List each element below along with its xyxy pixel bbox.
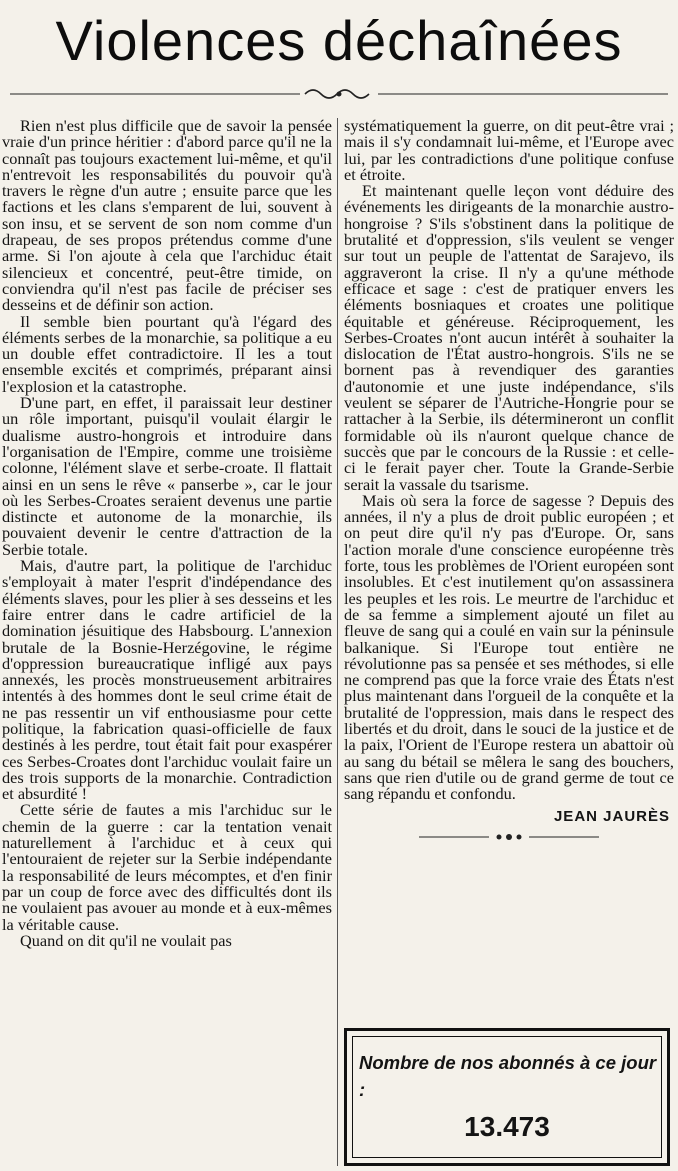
paragraph: Rien n'est plus difficile que de savoir la pensée vraie d'un prince héritier : d'abord parce qu'il ne la connaît pas toujours exactement lui-même, et qu'il n'entrevoit les responsabilités du pouvoir qu'à travers le règne d'un autre ; ensuite parce que les factions et les clans s'emparent de lui, souvent à son insu, et se servent de son nom comme d'un drapeau, de ses propos prétendus comme d'une arme. Si l'on ajoute à cela que l'archiduc était silencieux et concentré, peut-être timide, on conviendra qu'il n'est pas facile de préciser ses desseins et de définir son action. (2, 116, 332, 315)
paragraph: Et maintenant quelle leçon vont déduire des événements les dirigeants de la monarchie austro-hongroise ? S'ils s'obstinent dans la politique de brutalité et d'oppression, s'ils veulent se venger sur tout un peuple de l'attentat de Sarajevo, ils aggraveront la crise. Il n'y a qu'une méthode efficace et sage : c'est de pratiquer envers les éléments bosniaques et croates une politique équitable et généreuse. Réciproquement, les Serbes-Croates n'ont aucun intérêt à souhaiter la dislocation de l'État austro-hongrois. S'ils ne se bornent pas à revendiquer des garanties d'autonomie et une juste indépendance, s'ils veulent se séparer de l'Autriche-Hongrie pour se rattacher à la Serbie, ils détermineront un conflit formidable où ils n'auront quelque chance de succès que par le concours de la Russie : et celle-ci le ferait payer cher. Toute la Grande-Serbie serait la vassale du tsarisme. (344, 181, 674, 494)
paragraph: Mais où sera la force de sagesse ? Depuis des années, il n'y a plus de droit public européen ; et on peut dire qu'il n'y pas d'Europe. Or, sans l'action morale d'une conscience européenne très forte, tous les problèmes de l'Orient européen sont insolubles. Et c'est inutilement qu'on assassinera les peuples et les rois. Le meurtre de l'archiduc et de sa femme a simplement ajouté un filet au fleuve de sang qui a coulé en vain sur la péninsule balkanique. Si l'Europe tout entière ne révolutionne pas sa pensée et ses méthodes, si elle ne comprend pas que la force vraie des États n'est plus maintenant dans l'orgueil de la conquête et la brutalité de l'oppression, mais dans le respect des libertés et du droit, dans le souci de la justice et de la paix, l'Orient de l'Europe restera un abattoir où au sang du bétail se mêlera le sang des bouchers, sans que rien d'utile ou de grand germe de tout ce sang répandu et confondu. (344, 490, 674, 804)
paragraph: Il semble bien pourtant qu'à l'égard des éléments serbes de la monarchie, sa politique a eu un double effet contradictoire. Il les a tout ensemble excités et comprimés, préparant ainsi l'explosion et la catastrophe. (2, 311, 332, 396)
subscribers-label: Nombre de nos abonnés à ce jour : (359, 1052, 657, 1100)
signature-ornament (419, 831, 599, 843)
article-column-left (2, 118, 332, 949)
paragraph: Quand on dit qu'il ne voulait pas (20, 930, 232, 950)
paragraph: Mais, d'autre part, la politique de l'archiduc s'employait à mater l'esprit d'indépendance des éléments slaves, pour les plier à ses desseins et les faire entrer dans le cadre artificiel de la domination jésuitique des Habsbourg. L'annexion brutale de la Bosnie-Herzégovine, le régime d'oppression bureaucratique infligé aux pays annexés, les procès monstrueusement arbitraires intentés à des hommes dont le seul crime était de ne pas ressentir un vif enthousiasme pour cette politique, la fabrication quasi-officielle de faux destinés à les perdre, tout était fait pour exaspérer ces Serbes-Croates dont l'archiduc voulait faire un des trois supports de la monarchie. Contradiction et absurdité ! (2, 556, 332, 804)
headline: Violences déchaînées (55, 9, 623, 72)
column-divider (337, 118, 338, 1166)
paragraph: Cette série de fautes a mis l'archiduc sur le chemin de la guerre : car la tentation venait naturellement à l'archiduc et à ceux qui l'entouraient de rejeter sur la Serbie indépendante la responsabilité de leurs mécomptes, et d'en finir par un coup de force avec des difficultés dont ils ne voulaient pas avouer au monde et à eux-mêmes la véritable cause. (2, 800, 332, 934)
subscribers-box (344, 1028, 670, 1166)
paragraph: D'une part, en effet, il paraissait leur destiner un rôle important, puisqu'il voulait élargir le dualisme austro-hongrois et introduire dans l'organisation de l'Empire, comme une troisième colonne, l'élément slave et serbe-croate. Il flattait ainsi en un sens le rêve « panserbe », car le jour où les Serbes-Croates seraient devenus une partie distincte et autonome de la monarchie, ils pouvaient devenir le centre d'attraction de la Serbie totale. (2, 393, 332, 559)
author-signature: JEAN JAURÈS (553, 808, 670, 826)
paragraph: systématiquement la guerre, on dit peut-être vrai ; mais il s'y condamnait lui-même, et l'Europe avec lui, par les contradictions d'une politique confuse et étroite. (344, 116, 674, 184)
subscribers-count: 13.473 (464, 1111, 550, 1142)
headline-ornament (0, 84, 678, 104)
article-column-right (344, 118, 674, 843)
